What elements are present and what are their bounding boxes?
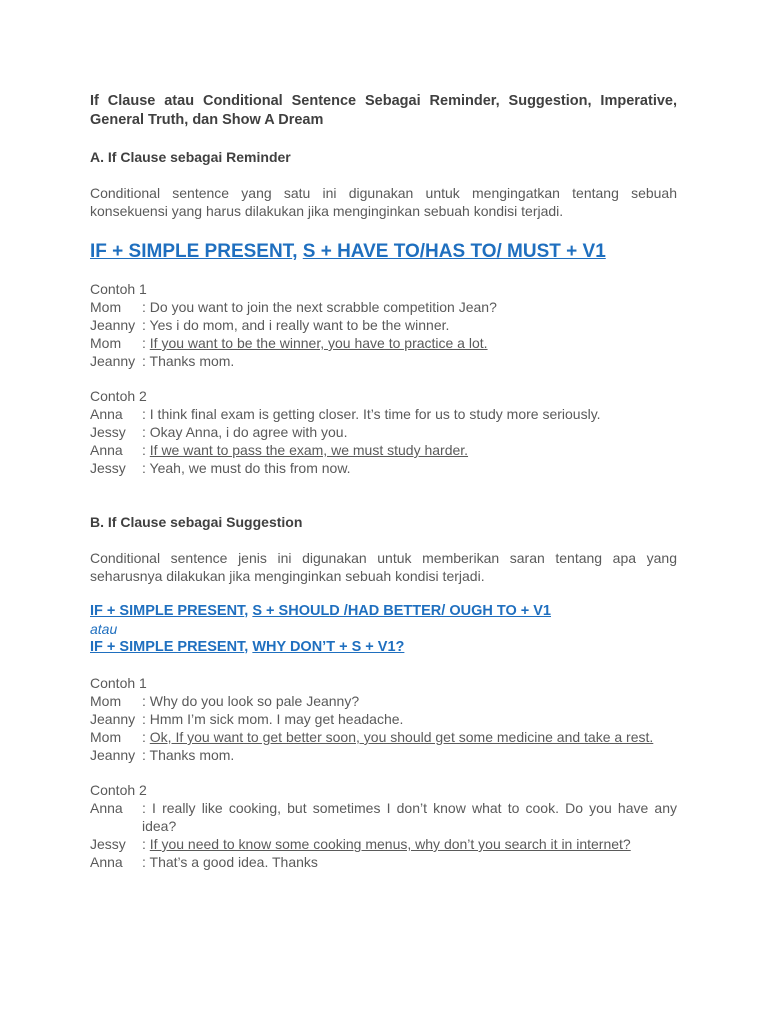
dialog-text: : Yeah, we must do this from now. — [142, 460, 351, 476]
dialog-text-underlined: If you want to be the winner, you have to practice a lot. — [149, 335, 488, 351]
section-a-description: Conditional sentence yang satu ini digunakan untuk mengingatkan tentang sebuah konsekuensi yang harus dilakukan jika menginginkan sebuah kondisi terjadi. — [90, 185, 677, 219]
formula-separator: , — [292, 241, 303, 262]
formula-separator: , — [244, 639, 253, 655]
speaker: Jeanny — [90, 317, 136, 333]
example-label: Contoh 1 — [90, 281, 147, 297]
example-label: Contoh 2 — [90, 388, 147, 404]
dialog-prefix: : — [142, 836, 150, 852]
example-label: Contoh 2 — [90, 782, 147, 798]
dialog-text: : Do you want to join the next scrabble competition Jean? — [142, 299, 497, 315]
speaker: Anna — [90, 442, 123, 458]
speaker: Jessy — [90, 836, 126, 852]
section-a-heading: A. If Clause sebagai Reminder — [90, 149, 291, 165]
document-title: If Clause atau Conditional Sentence Sebagai Reminder, Suggestion, Imperative, General Truth, dan Show A Dream — [90, 93, 677, 128]
formula-main-clause: S + SHOULD /HAD BETTER/ OUGH TO + V1 — [252, 603, 551, 619]
dialog-text: : I really like cooking, but sometimes I don’t know what to cook. Do you have any idea? — [142, 800, 677, 834]
speaker: Jeanny — [90, 747, 136, 763]
speaker: Jessy — [90, 460, 126, 476]
dialog-line — [90, 334, 677, 352]
section-a-formula — [90, 240, 677, 264]
dialog-text: : Yes i do mom, and i really want to be the winner. — [142, 317, 450, 333]
dialog-prefix: : — [142, 335, 150, 351]
dialog-line — [90, 799, 677, 835]
speaker: Jeanny — [90, 711, 136, 727]
dialog-line — [90, 746, 677, 764]
formula-if-clause: IF + SIMPLE PRESENT — [90, 603, 245, 619]
dialog-text: : Thanks mom. — [142, 747, 235, 763]
dialog-line — [90, 352, 677, 370]
dialog-line — [90, 316, 677, 334]
dialog-line — [90, 692, 677, 710]
dialog-text-underlined: If you need to know some cooking menus, why don’t you search it in internet? — [149, 836, 631, 852]
speaker: Mom — [90, 693, 122, 709]
dialog-line — [90, 298, 677, 316]
formula-if-clause: IF + SIMPLE PRESENT — [90, 241, 293, 262]
document-page — [90, 92, 677, 871]
dialog-text-underlined: Ok, If you want to get better soon, you should get some medicine and take a rest. — [149, 729, 654, 745]
speaker: Anna — [90, 800, 123, 816]
formula-separator: , — [244, 603, 253, 619]
dialog-line — [90, 835, 677, 853]
dialog-line — [90, 710, 677, 728]
dialog-text: : That’s a good idea. Thanks — [142, 854, 318, 870]
section-b-description: Conditional sentence jenis ini digunakan untuk memberikan saran tentang apa yang seharusnya dilakukan jika menginginkan sebuah kondisi terjadi. — [90, 550, 677, 584]
section-b-formula-2 — [90, 638, 677, 656]
section-b-heading: B. If Clause sebagai Suggestion — [90, 514, 303, 530]
dialog-prefix: : — [142, 729, 150, 745]
dialog-line — [90, 405, 677, 423]
dialog-line — [90, 423, 677, 441]
dialog-line — [90, 853, 677, 871]
dialog-text: : Thanks mom. — [142, 353, 235, 369]
section-b-formula-1 — [90, 602, 677, 620]
formula-main-clause: S + HAVE TO/HAS TO/ MUST + V1 — [302, 241, 606, 262]
speaker: Mom — [90, 729, 122, 745]
speaker: Jeanny — [90, 353, 136, 369]
formula-main-clause: WHY DON’T + S + V1? — [252, 639, 405, 655]
speaker: Mom — [90, 335, 122, 351]
dialog-text-wrap — [142, 728, 677, 746]
example-label: Contoh 1 — [90, 675, 147, 691]
dialog-prefix: : — [142, 442, 150, 458]
dialog-text: : Why do you look so pale Jeanny? — [142, 693, 360, 709]
dialog-text-underlined: If we want to pass the exam, we must study harder. — [149, 442, 469, 458]
formula-if-clause: IF + SIMPLE PRESENT — [90, 639, 245, 655]
speaker: Mom — [90, 299, 122, 315]
speaker: Anna — [90, 406, 123, 422]
dialog-line — [90, 441, 677, 459]
dialog-line — [90, 459, 677, 477]
speaker: Jessy — [90, 424, 126, 440]
dialog-line — [90, 728, 677, 746]
dialog-text: : Hmm I’m sick mom. I may get headache. — [142, 711, 404, 727]
dialog-text: : Okay Anna, i do agree with you. — [142, 424, 348, 440]
speaker: Anna — [90, 854, 123, 870]
dialog-text: : I think final exam is getting closer. It’s time for us to study more seriously. — [142, 406, 601, 422]
formula-alternative-label: atau — [90, 621, 118, 637]
